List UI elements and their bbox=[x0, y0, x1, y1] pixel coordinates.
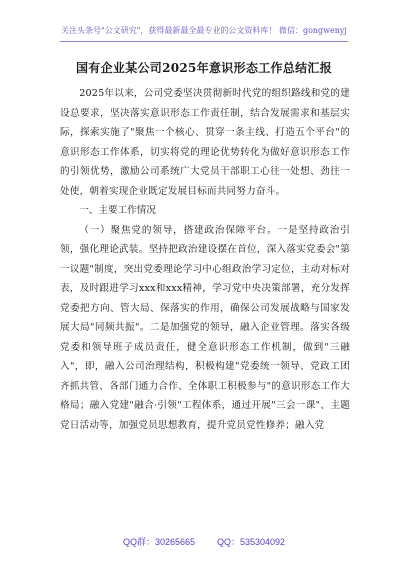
section-heading: 一、主要工作情况 bbox=[79, 205, 156, 216]
footer-qq-group: QQ群：30265665 bbox=[122, 537, 195, 547]
section-paragraph: （一）聚焦党的领导，搭建政治保障平台。一是坚持政治引领，强化理论武装。坚持把政治建设摆在首位，深入落实党委会"第一议题"制度，突出党委理论学习中心组政治学习定位，主动对标对表，及时跟进学习xxx和xxx精神，学习党中央决策部署，充分发挥党委把方向、管大局、保落实的作用，确保公司发展战略与国家发展大局"同频共振"。二是加强党的领导，融入企业管理。落实各级党委和领导班子成员责任，健全意识形态工作机制，做到"三融入"，即，融入公司治理结构，积极构建"党委统一领导、党政工团齐抓共管、各部门通力合作、全体职工积极参与"的意识形态工作大格局；融入党建"融合·引领"工程体系，通过开展"三会一课"、主题党日活动等，加强党员思想教育，提升党员党性修养；融入党 bbox=[60, 224, 350, 431]
document-title: 国有企业某公司2025年意识形态工作总结汇报 bbox=[76, 61, 332, 75]
footer-qq: QQ：535304092 bbox=[216, 537, 286, 547]
document-body bbox=[60, 84, 350, 435]
footer-contact bbox=[0, 536, 408, 548]
intro-paragraph: 2025年以来，公司党委坚决贯彻新时代党的组织路线和党的建设总要求，坚决落实意识形态工作责任制，结合发展需求和基层实际，探索实施了"聚焦一个核心、贯穿一条主线、打造五个平台"的意识形态工作体系，切实将党的理论优势转化为做好意识形态工作的引领优势，激励公司系统广大党员干部职工心往一处想、劲往一处使，朝着实现企业既定发展目标而共同努力奋斗。 bbox=[60, 88, 350, 197]
header-divider bbox=[60, 41, 348, 42]
header-promo-note: 关注头条号"公文研究"，获得最新最全最专业的公文资料库！ 微信：gongwenyj bbox=[61, 26, 347, 35]
